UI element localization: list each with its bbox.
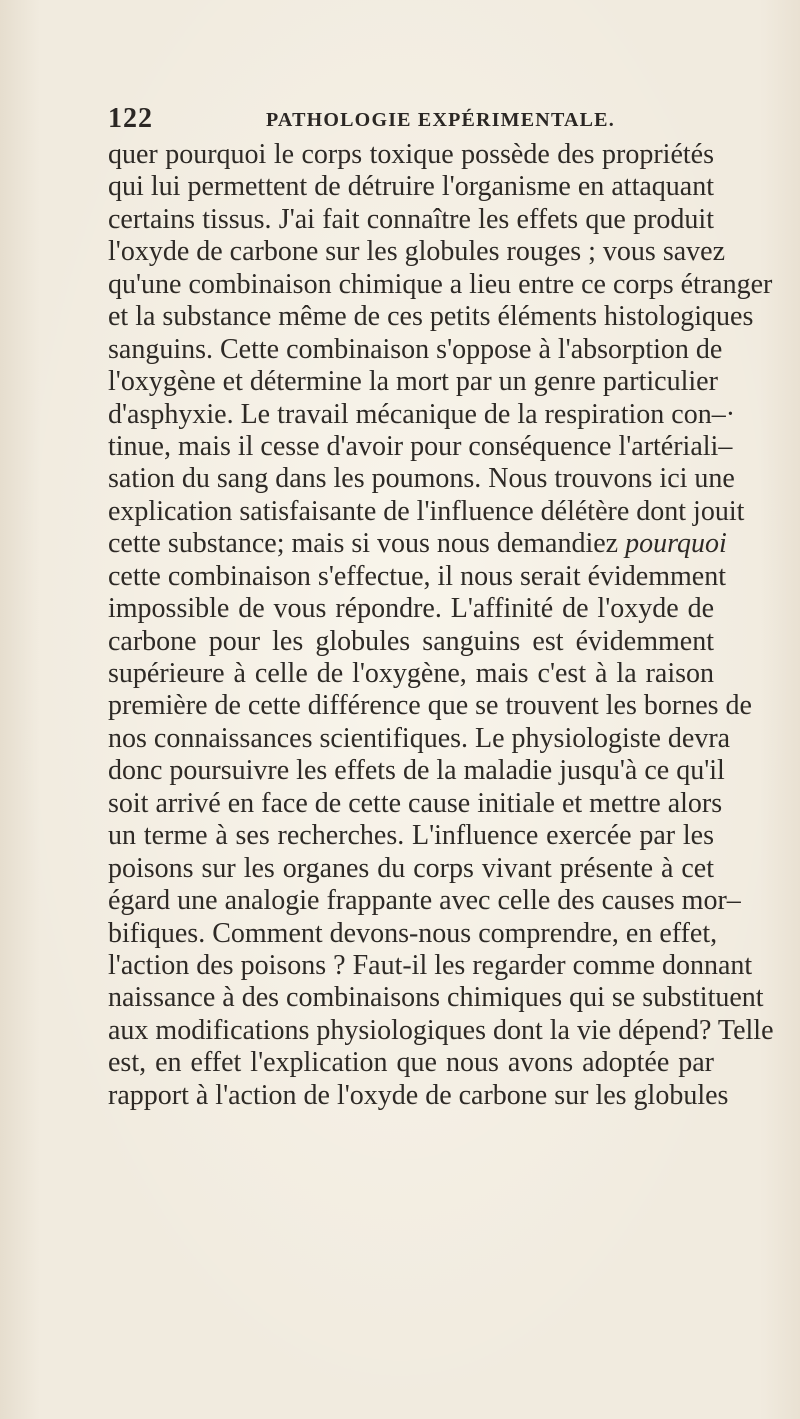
body-text — [108, 139, 774, 1112]
text-line: donc poursuivre les effets de la maladie jusqu'à ce qu'il — [108, 755, 725, 787]
text-line: l'oxygène et détermine la mort par un genre particulier — [108, 366, 718, 398]
text-line: qu'une combinaison chimique a lieu entre ce corps étranger — [108, 268, 773, 300]
text-line: impossible de vous répondre. L'affinité de l'oxyde de — [108, 593, 714, 625]
text-line: sation du sang dans les poumons. Nous trouvons ici une — [108, 463, 735, 495]
italic-word: pourquoi — [625, 528, 727, 560]
text-line: est, en effet l'explication que nous avons adoptée par — [108, 1047, 714, 1079]
text-line: bifiques. Comment devons-nous comprendre, en effet, — [108, 917, 718, 949]
text-line-with-italic — [108, 528, 727, 560]
text-line: explication satisfaisante de l'influence délétère dont jouit — [108, 495, 745, 527]
text-line: aux modifications physiologiques dont la vie dépend? Telle — [108, 1014, 774, 1046]
text-line: et la substance même de ces petits éléments histologiques — [108, 301, 754, 333]
text-line: poisons sur les organes du corps vivant présente à cet — [108, 852, 714, 884]
text-line: quer pourquoi le corps toxique possède des propriétés — [108, 139, 714, 170]
text-line: carbone pour les globules sanguins est évidemment — [108, 625, 714, 657]
text-line: naissance à des combinaisons chimiques qui se substituent — [108, 982, 764, 1014]
text-line: l'oxyde de carbone sur les globules rouges ; vous savez — [108, 236, 725, 268]
text-line: d'asphyxie. Le travail mécanique de la respiration con–· — [108, 398, 736, 430]
page-number: 122 — [108, 103, 153, 134]
text-line: rapport à l'action de l'oxyde de carbone sur les globules — [108, 1079, 729, 1111]
text-segment: cette substance; mais si vous nous demandiez — [108, 528, 619, 560]
text-line: supérieure à celle de l'oxygène, mais c'est à la raison — [108, 658, 714, 689]
text-line: nos connaissances scientifiques. Le physiologiste devra — [108, 722, 731, 754]
text-line: sanguins. Cette combinaison s'oppose à l'absorption de — [108, 333, 723, 365]
text-line: l'action des poisons ? Faut-il les regarder comme donnant — [108, 949, 753, 981]
text-line: qui lui permettent de détruire l'organisme en attaquant — [108, 171, 714, 203]
page-header — [108, 104, 708, 134]
text-line: soit arrivé en face de cette cause initiale et mettre alors — [108, 787, 723, 819]
text-line: cette combinaison s'effectue, il nous serait évidemment — [108, 560, 726, 592]
text-line: un terme à ses recherches. L'influence exercée par les — [108, 820, 714, 852]
text-line: première de cette différence que se trouvent les bornes de — [108, 690, 752, 722]
text-line: égard une analogie frappante avec celle des causes mor– — [108, 885, 741, 917]
text-line: certains tissus. J'ai fait connaître les effets que produit — [108, 203, 714, 235]
running-head: PATHOLOGIE EXPÉRIMENTALE. — [266, 109, 615, 131]
text-line: tinue, mais il cesse d'avoir pour conséquence l'artériali– — [108, 430, 733, 462]
